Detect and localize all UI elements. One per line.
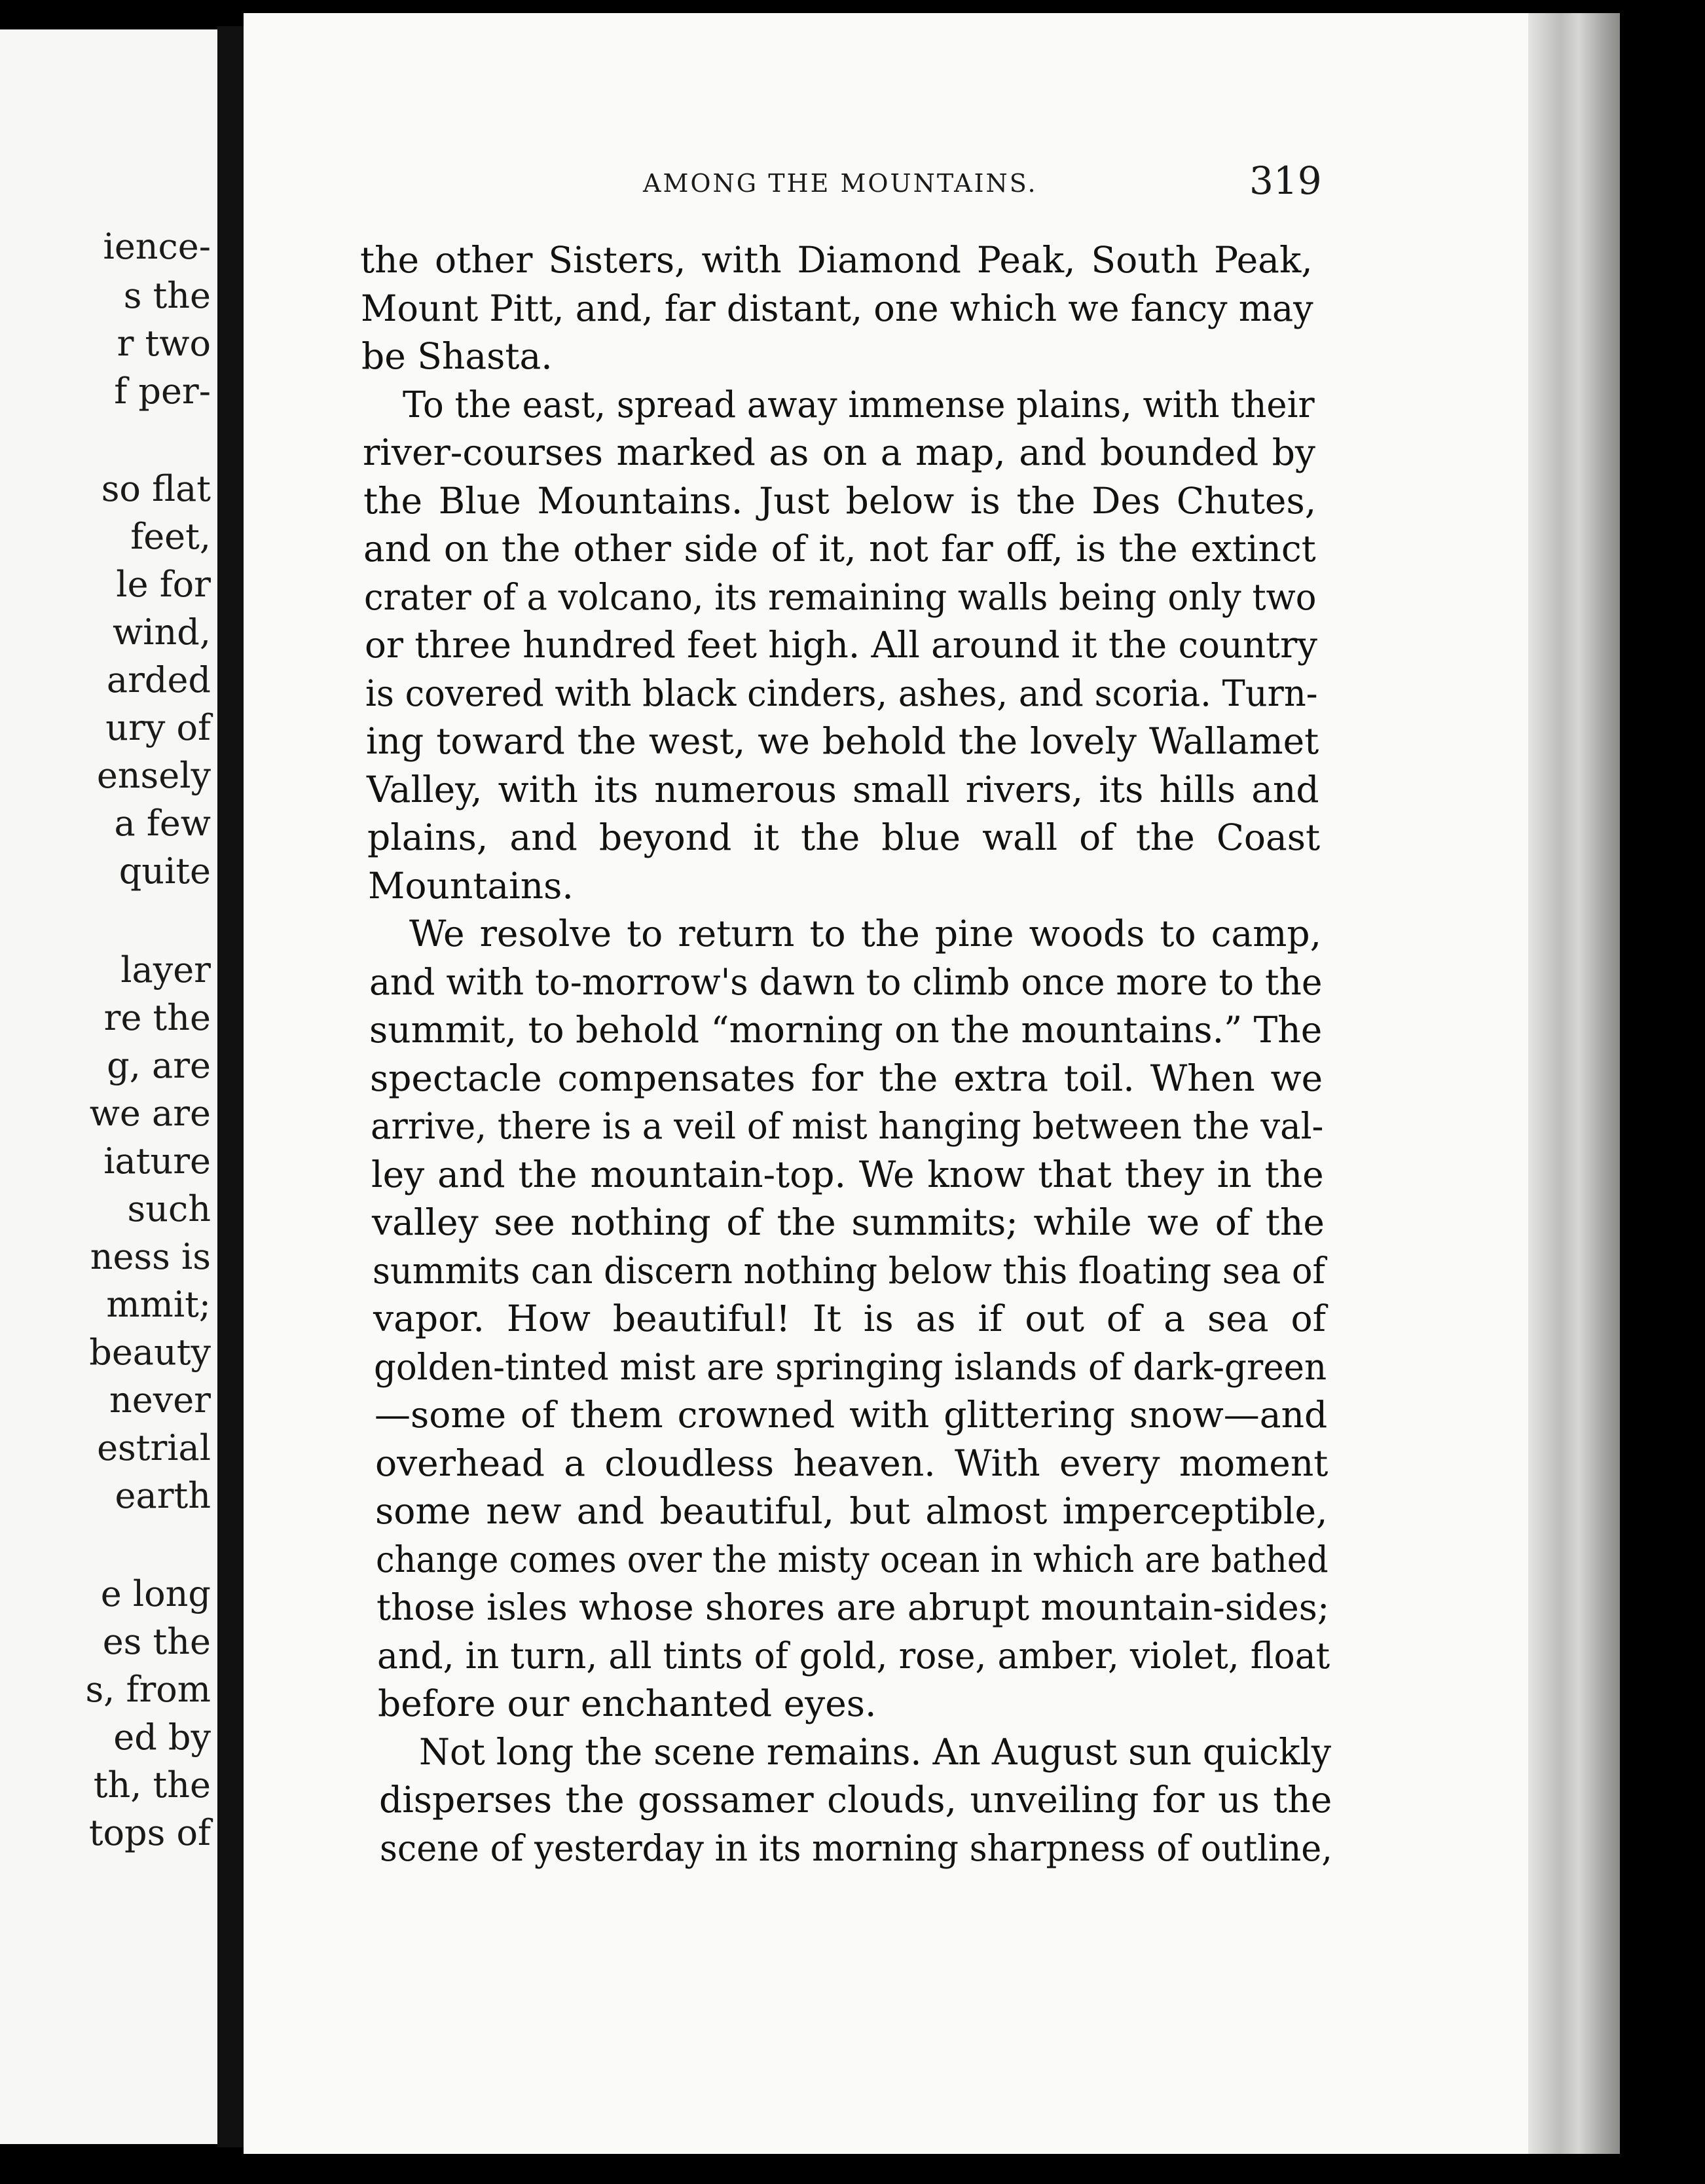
text-line: summit, to behold “morning on the mountains.” The <box>369 1009 1323 1051</box>
text-line: the Blue Mountains. Just below is the Des Chutes, <box>363 480 1317 522</box>
left-page-fragment: e long <box>100 1573 211 1614</box>
left-page-fragment: quite <box>119 850 211 892</box>
left-page-fragment: a few <box>114 803 211 844</box>
left-page-fragment: s the <box>123 275 211 316</box>
left-page-fragment: s, from <box>85 1669 211 1710</box>
text-line: river-courses marked as on a map, and bounded by <box>363 431 1315 473</box>
left-page-fragment: tops of <box>88 1812 211 1853</box>
text-line: vapor. How beautiful! It is as if out of a sea of <box>373 1298 1327 1339</box>
left-page-fragment: never <box>109 1379 211 1421</box>
text-line: golden-tinted mist are springing islands of dark-green <box>374 1346 1327 1388</box>
text-line: Mountains. <box>368 865 574 907</box>
text-line: change comes over the misty ocean in which are bathed <box>376 1538 1329 1580</box>
left-page-fragment: f per- <box>114 371 211 412</box>
left-page-fragment: arded <box>106 659 211 701</box>
left-page-fragment: estrial <box>97 1427 211 1468</box>
text-line: —some of them crowned with glittering snow—and <box>375 1394 1328 1436</box>
right-page <box>244 13 1620 2154</box>
left-page-fragment: such <box>127 1188 211 1229</box>
text-line: and on the other side of it, not far off, is the extinct <box>363 528 1316 570</box>
left-page-fragment: r two <box>117 323 211 364</box>
left-page-fragment: iature <box>103 1140 211 1182</box>
text-line: summits can discern nothing below this floating sea of <box>373 1250 1325 1292</box>
text-line: Valley, with its numerous small rivers, its hills and <box>367 769 1319 810</box>
left-page-fragment: es the <box>102 1621 211 1662</box>
left-page-fragment: we are <box>89 1093 211 1134</box>
text-line: is covered with black cinders, ashes, and scoria. Turn- <box>365 672 1318 714</box>
text-line: and, in turn, all tints of gold, rose, amber, violet, float <box>377 1635 1330 1677</box>
left-page-fragment: le for <box>116 564 211 605</box>
text-line: those isles whose shores are abrupt mountain-sides; <box>376 1586 1330 1628</box>
text-line: before our enchanted eyes. <box>378 1683 877 1724</box>
left-page-fragment: so flat <box>101 468 211 509</box>
left-page-fragment: g, are <box>107 1045 211 1086</box>
text-line: arrive, there is a veil of mist hanging between the val- <box>371 1105 1324 1147</box>
text-line: or three hundred feet high. All around it the country <box>365 624 1317 666</box>
page-edge <box>1528 13 1620 2154</box>
text-line: plains, and beyond it the blue wall of the Coast <box>367 816 1321 858</box>
text-line: Not long the scene remains. An August sun quickly <box>419 1731 1332 1773</box>
text-line: Mount Pitt, and, far distant, one which we fancy may <box>361 287 1313 329</box>
text-line: scene of yesterday in its morning sharpness of outline, <box>380 1827 1332 1869</box>
text-line: spectacle compensates for the extra toil. When we <box>370 1057 1323 1099</box>
text-line: We resolve to return to the pine woods to camp, <box>409 913 1322 955</box>
left-page-fragment: wind, <box>112 611 211 653</box>
left-page-fragment: earth <box>115 1475 211 1516</box>
text-line: crater of a volcano, its remaining walls being only two <box>364 576 1317 618</box>
text-line: To the east, spread away immense plains, with their <box>403 384 1315 426</box>
text-line: some new and beautiful, but almost imperceptible, <box>375 1490 1328 1532</box>
left-page-fragment: th, the <box>93 1764 211 1806</box>
page-number: 319 <box>1249 158 1322 203</box>
left-page-fragment: layer <box>120 949 211 991</box>
text-line: overhead a cloudless heaven. With every moment <box>375 1442 1329 1484</box>
running-head: AMONG THE MOUNTAINS. <box>643 169 1038 198</box>
text-line: ing toward the west, we behold the lovely Wallamet <box>366 720 1319 762</box>
text-line: disperses the gossamer clouds, unveiling for us the <box>379 1779 1332 1821</box>
book-gutter <box>217 26 244 2147</box>
left-page-fragment: ness is <box>90 1236 211 1277</box>
left-page-fragment: ience- <box>103 226 211 267</box>
left-page-fragment: ed by <box>113 1717 211 1758</box>
left-page-fragment: re the <box>103 997 211 1038</box>
text-line: ley and the mountain-top. We know that they in the <box>371 1154 1324 1195</box>
text-line: valley see nothing of the summits; while we of the <box>372 1201 1325 1243</box>
left-page-fragment: ury of <box>105 707 211 748</box>
left-page-fragment: feet, <box>130 516 211 557</box>
text-line: be Shasta. <box>361 335 553 377</box>
left-page-fragment: mmit; <box>106 1284 211 1325</box>
text-line: and with to-morrow's dawn to climb once more to the <box>369 961 1323 1003</box>
text-line: the other Sisters, with Diamond Peak, South Peak, <box>360 239 1313 281</box>
left-page-fragment: ensely <box>96 755 211 796</box>
left-page-fragment: beauty <box>89 1332 211 1373</box>
left-page <box>0 29 217 2144</box>
